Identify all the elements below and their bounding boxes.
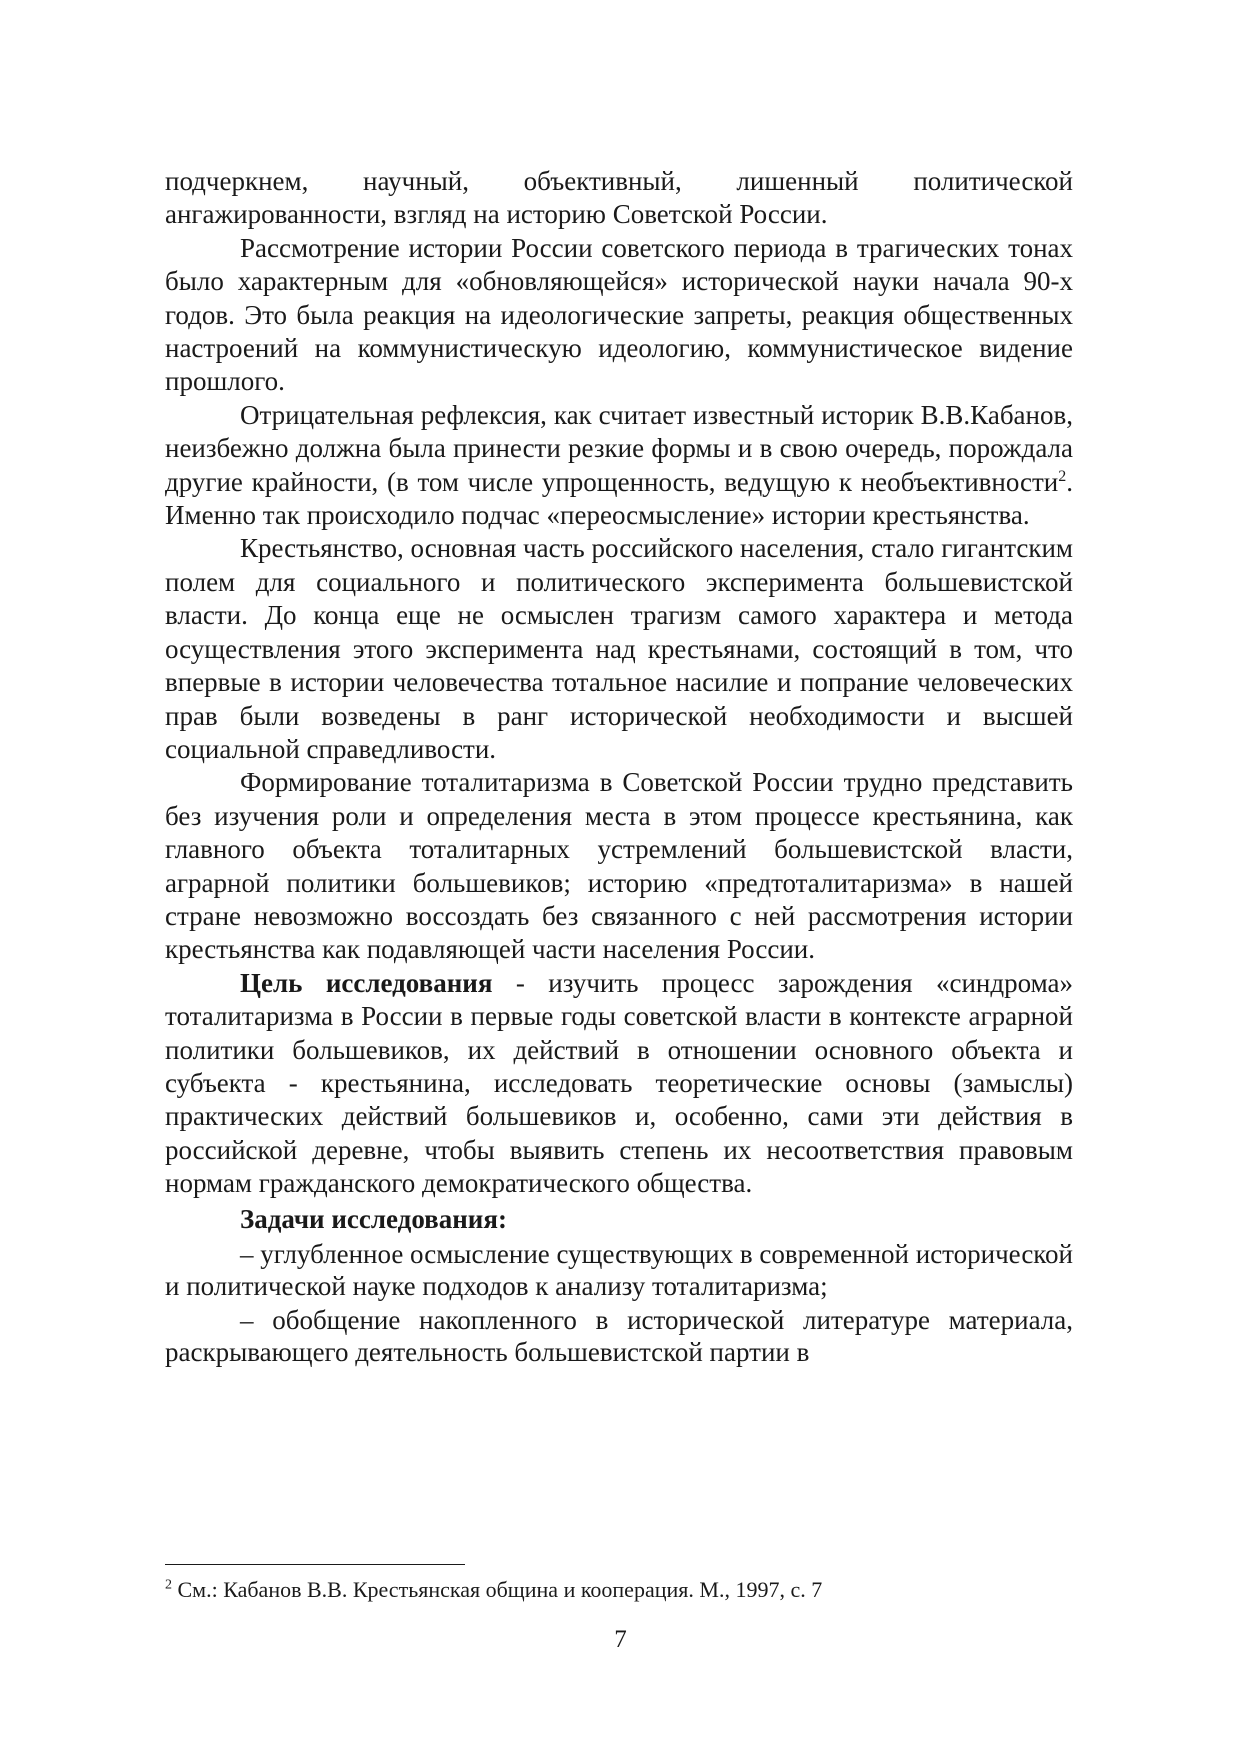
paragraph-5: Формирование тоталитаризма в Советской России трудно представить без изучения роли и определения места в этом процессе крестьянина, как главного объекта тоталитарных устремлений большевистской власти, аграрной политики большевиков; историю «предтоталитаризма» в нашей стране невозможно воссоздать без связанного с ней рассмотрения истории крестьянства как подавляющей части населения России. [165,767,1073,965]
task-item-1: – углубленное осмысление существующих в современной исторической и политической науке подходов к анализу тоталитаризма; [165,1239,1073,1301]
paragraph-2: Рассмотрение истории России советского периода в трагических тонах было характерным для «обновляющейся» исторической науки начала 90-х годов. Это была реакция на идеологические запреты, реакция общественных настроений на коммунистическую идеологию, коммунистическое видение прошлого. [165,232,1073,397]
page-number: 7 [614,1626,627,1653]
footnote-reference: 2 [1058,467,1067,485]
task-item-2: – обобщение накопленного в исторической литературе материала, раскрывающего деятельность большевистской партии в [165,1305,1073,1367]
goal-text: - изучить процесс зарождения «синдрома» тоталитаризма в России в первые годы советской власти в контексте аграрной политики большевиков, их действий в отношении основного объекта и субъекта - крестьянина, исследовать теоретические основы (замыслы) практических действий большевиков и, особенно, сами эти действия в российской деревне, чтобы выявить степень их несоответствия правовым нормам гражданского демократического общества. [165,967,1073,1199]
footnote [165,1576,1065,1604]
footnote-separator [165,1564,465,1565]
paragraph-4: Крестьянство, основная часть российского населения, стало гигантским полем для социального и политического эксперимента большевистской власти. До конца еще не осмыслен трагизм самого характера и метода осуществления этого эксперимента над крестьянами, состоящий в том, что впервые в истории человечества тотальное насилие и попрание человеческих прав были возведены в ранг исторической необходимости и высшей социальной справедливости. [165,533,1073,764]
tasks-heading: Задачи исследования: [240,1203,507,1234]
paragraph-1: подчеркнем, научный, объективный, лишенный политической ангажированности, взгляд на историю Советской России. [165,166,1073,230]
footnote-text: См.: Кабанов В.В. Крестьянская община и кооперация. М., 1997, с. 7 [172,1577,823,1602]
paragraph-goal [165,967,1073,1201]
paragraph-3-continuation: . Именно так происходило подчас «переосмысление» истории крестьянства. [165,466,1073,531]
footnote-marker: 2 [165,1577,172,1593]
paragraph-3-text: Отрицательная рефлексия, как считает известный историк В.В.Кабанов, неизбежно должна была принести резкие формы и в свою очередь, порождала другие крайности, (в том числе упрощенность, ведущую к необъективности [165,399,1073,497]
paragraph-3 [165,399,1073,533]
goal-heading: Цель исследования [240,967,493,998]
body-text [165,165,1073,1368]
